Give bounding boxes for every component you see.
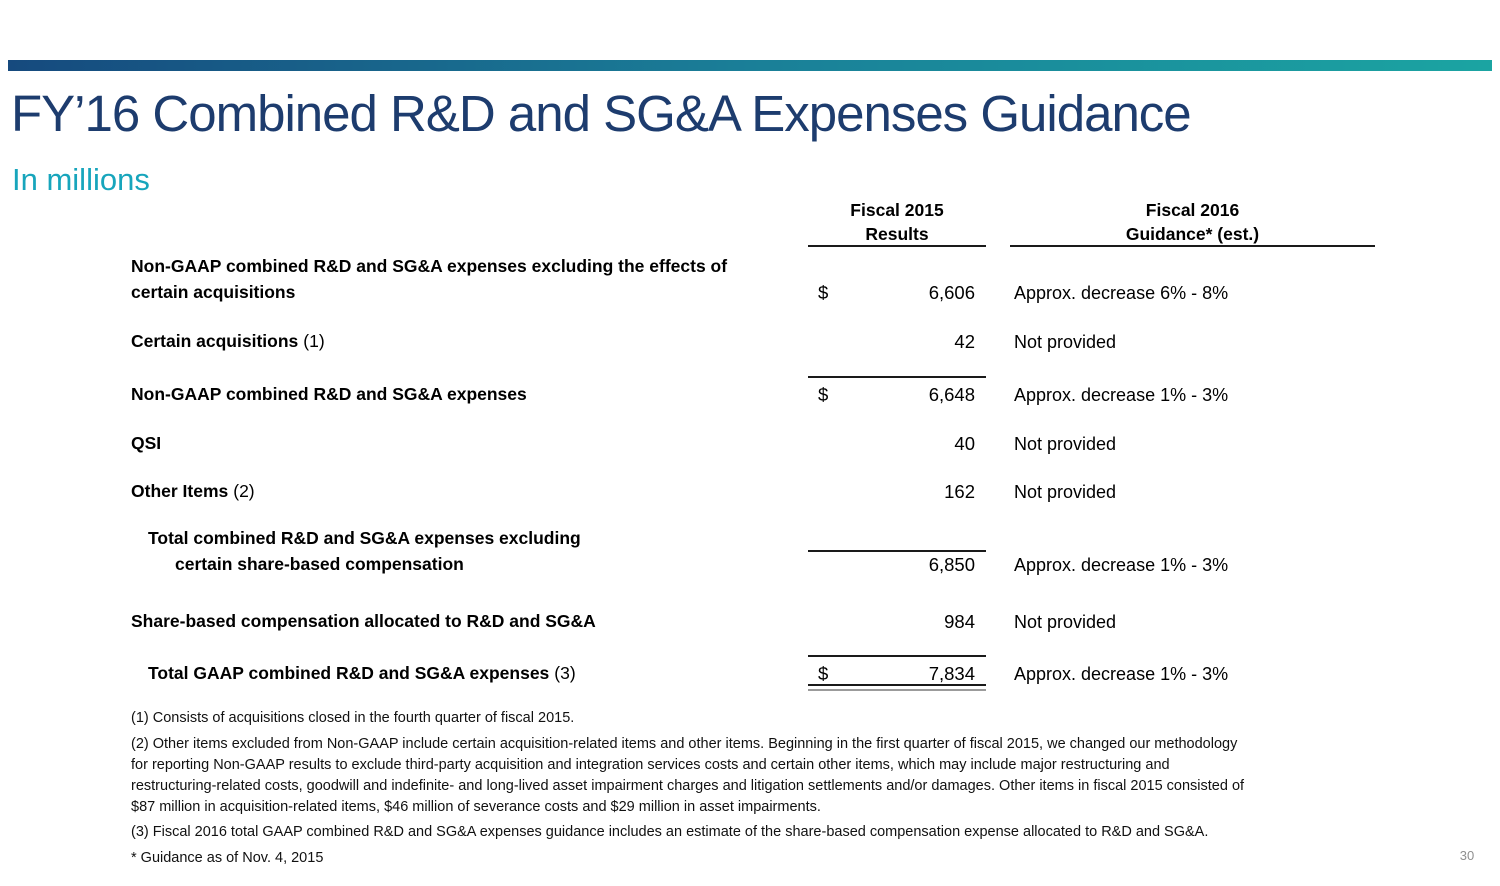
subtotal-rule-3 xyxy=(808,655,986,657)
subtotal-rule-1 xyxy=(808,376,986,378)
fiscal-2015-value: 162 xyxy=(944,481,975,502)
fiscal-2016-guidance: Approx. decrease 1% - 3% xyxy=(1014,664,1229,684)
fiscal-2016-guidance: Approx. decrease 1% - 3% xyxy=(1014,555,1229,575)
fiscal-2015-value: 6,648 xyxy=(928,384,975,405)
row-label xyxy=(131,608,807,634)
column-header-line1: Fiscal 2015 xyxy=(850,200,944,220)
table-row xyxy=(0,661,1500,687)
fiscal-2015-value: 7,834 xyxy=(928,663,975,684)
fiscal-2015-value: 984 xyxy=(944,611,975,632)
footnote-ref: (3) xyxy=(554,663,576,683)
row-label-line2: certain share-based compensation xyxy=(175,554,464,574)
fiscal-2016-guidance: Approx. decrease 1% - 3% xyxy=(1014,385,1229,405)
row-label-line1: Non-GAAP combined R&D and SG&A expenses excluding the effects of xyxy=(131,256,728,276)
row-label-line1: QSI xyxy=(131,433,162,453)
currency-symbol: $ xyxy=(818,384,829,405)
row-label xyxy=(131,430,807,456)
row-label-line1: Non-GAAP combined R&D and SG&A expenses xyxy=(131,384,527,404)
fiscal-2016-guidance: Not provided xyxy=(1014,332,1117,352)
column-header-fiscal-2016 xyxy=(1010,199,1375,246)
row-label-line1: Total GAAP combined R&D and SG&A expenses xyxy=(148,663,550,683)
table-row xyxy=(0,528,1500,578)
fiscal-2015-value: 40 xyxy=(954,433,975,454)
currency-symbol: $ xyxy=(818,282,829,303)
guidance-date-note: * Guidance as of Nov. 4, 2015 xyxy=(131,850,324,866)
column-header-line1: Fiscal 2016 xyxy=(1145,200,1240,220)
grand-total-double-rule-bottom xyxy=(808,689,986,691)
footnote-ref: (2) xyxy=(233,481,255,501)
fiscal-2016-guidance: Approx. decrease 6% - 8% xyxy=(1014,283,1229,303)
header-rule-col2 xyxy=(1010,245,1375,247)
row-label xyxy=(148,660,824,686)
footnote-1: (1) Consists of acquisitions closed in the fourth quarter of fiscal 2015. xyxy=(131,710,575,726)
footnote-ref: (1) xyxy=(303,331,325,351)
table-row xyxy=(0,431,1500,457)
row-label xyxy=(131,328,807,354)
units-subtitle: In millions xyxy=(12,162,150,197)
table-row xyxy=(0,256,1500,306)
row-label xyxy=(131,253,807,305)
table-row xyxy=(0,329,1500,355)
row-label-line1: Certain acquisitions xyxy=(131,331,299,351)
table-row xyxy=(0,609,1500,635)
row-label xyxy=(148,525,824,577)
row-label-line2: certain acquisitions xyxy=(131,282,296,302)
currency-symbol: $ xyxy=(818,663,829,684)
table-row xyxy=(0,479,1500,505)
page-title: FY’16 Combined R&D and SG&A Expenses Guidance xyxy=(11,85,1191,142)
fiscal-2016-guidance: Not provided xyxy=(1014,434,1117,454)
fiscal-2015-value: 42 xyxy=(954,331,975,352)
row-label-line1: Share-based compensation allocated to R&D and SG&A xyxy=(131,611,596,631)
row-label xyxy=(131,478,807,504)
header-rule-col1 xyxy=(808,245,986,247)
footnote-2: (2) Other items excluded from Non-GAAP include certain acquisition-related items and other items. Beginning in the first quarter of fiscal 2015, we changed our methodology for reporting Non-GAAP results to exclude third-party acquisition and integration services costs and certain other items, which may include major restructuring and restructuring-related costs, goodwill and indefinite- and long-lived asset impairment charges and litigation settlements and/or damages. Other items in fiscal 2015 consisted of $87 million in acquisition-related items, $46 million of severance costs and $29 million in asset impairments. xyxy=(131,736,1245,815)
page-number: 30 xyxy=(1459,848,1475,863)
accent-gradient-bar xyxy=(8,60,1492,71)
footnote-3: (3) Fiscal 2016 total GAAP combined R&D and SG&A expenses guidance includes an estimate of the share-based compensation expense allocated to R&D and SG&A. xyxy=(131,824,1209,840)
column-header-line2: Results xyxy=(865,223,929,244)
fiscal-2015-value: 6,606 xyxy=(928,282,975,303)
column-header-line2: Guidance* (est.) xyxy=(1125,223,1260,244)
row-label xyxy=(131,381,807,407)
row-label-line1: Total combined R&D and SG&A expenses excluding xyxy=(148,528,581,548)
fiscal-2016-guidance: Not provided xyxy=(1014,482,1117,502)
fiscal-2016-guidance: Not provided xyxy=(1014,612,1117,632)
table-row xyxy=(0,382,1500,408)
column-header-fiscal-2015 xyxy=(808,199,986,246)
fiscal-2015-value: 6,850 xyxy=(928,554,975,575)
row-label-line1: Other Items xyxy=(131,481,229,501)
